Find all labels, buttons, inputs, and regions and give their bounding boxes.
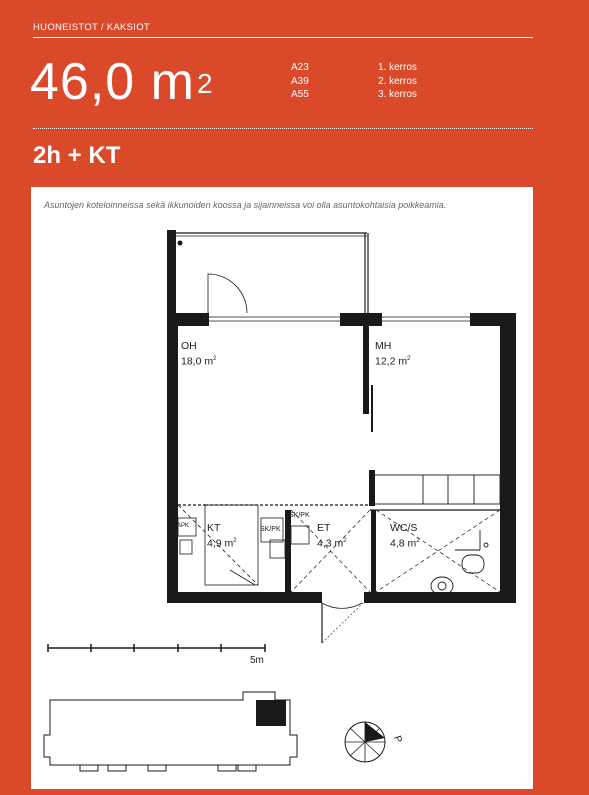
apartment-code: A55	[291, 89, 309, 100]
wardrobe	[369, 470, 500, 506]
disclaimer: Asuntojen koteloinneissa sekä ikkunoiden koossa ja sijainneissa voi olla asuntokohtaisia poikkeamia.	[44, 200, 447, 210]
area-unit-exponent: 2	[196, 68, 214, 99]
compass	[345, 722, 385, 762]
entrance-door	[322, 603, 362, 640]
floor-label: 1. kerros	[378, 62, 417, 73]
apartment-code: A39	[291, 75, 309, 87]
site-plan	[44, 692, 297, 771]
bathroom-fixtures	[431, 530, 488, 595]
outer-walls	[167, 313, 516, 603]
skpk-label: SK/PK	[260, 526, 281, 533]
balcony	[167, 230, 368, 327]
room-label-wcs	[390, 522, 420, 551]
floor-label: 3. kerros	[378, 89, 417, 100]
room-area: 4,9 $m^2$	[207, 537, 237, 550]
scale-label: 5m	[250, 655, 264, 666]
category-label: HUONEISTOT / KAKSIOT	[33, 22, 151, 33]
room-area: 4,8 $m^2$	[390, 537, 420, 550]
room-area: 12,2 $m^2$	[375, 355, 411, 368]
area-value: 46,0 m	[30, 53, 195, 111]
room-name: ET	[317, 522, 331, 534]
room-name: OH	[181, 340, 197, 352]
balcony-door	[208, 274, 247, 313]
room-name: KT	[207, 522, 221, 534]
room-label-et	[317, 522, 347, 551]
windows	[209, 317, 511, 592]
room-area: 4,3 $m^2$	[317, 537, 347, 550]
apartment-type: 2h + KT	[33, 142, 121, 169]
apartment-code: A23	[291, 62, 309, 73]
room-label-mh	[375, 340, 410, 369]
room-label-oh	[181, 340, 216, 369]
room-name: MH	[375, 340, 392, 352]
room-label-kt	[207, 522, 237, 551]
scale-bar	[48, 644, 265, 652]
compass-label: P	[391, 734, 404, 745]
apk-label: APK	[177, 523, 190, 529]
floor-label: 2. kerros	[378, 75, 417, 87]
room-area: 18,0 $m^2$	[181, 355, 217, 368]
room-name: WC/S	[390, 522, 418, 534]
skpk-label: SK/PK	[289, 512, 310, 519]
